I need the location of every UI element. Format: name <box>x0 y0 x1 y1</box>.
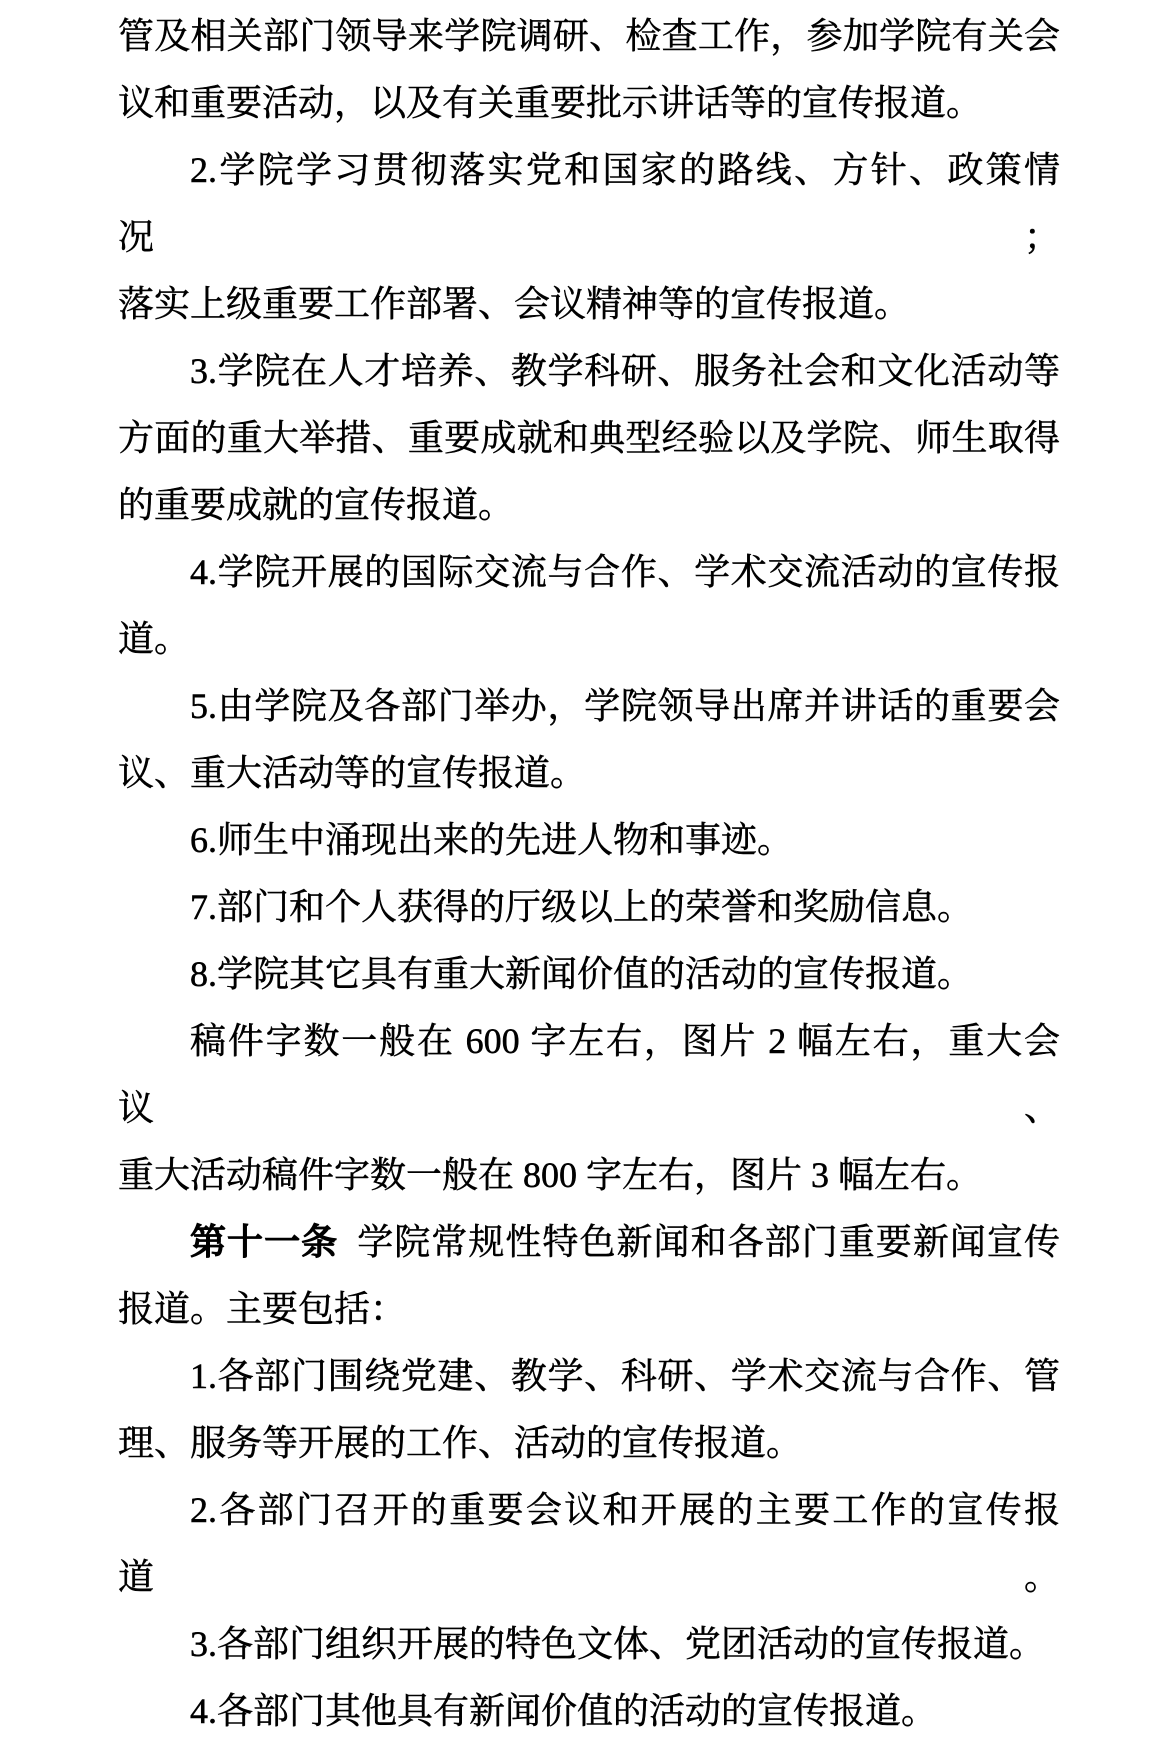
document-line <box>118 70 1060 137</box>
line-text: 方面的重大举措、重要成就和典型经验以及学院、师生取得 <box>118 418 1060 458</box>
line-text: 理、服务等开展的工作、活动的宣传报道。 <box>118 1423 803 1463</box>
document-line <box>118 1678 1060 1745</box>
line-text: 稿件字数一般在 600 字左右，图片 2 幅左右，重大会议、 <box>118 1021 1060 1128</box>
document-line <box>118 606 1060 673</box>
document-line <box>118 807 1060 874</box>
line-text: 管及相关部门领导来学院调研、检查工作，参加学院有关会 <box>118 16 1060 56</box>
line-text: 重大活动稿件字数一般在 800 字左右，图片 3 幅左右。 <box>118 1155 983 1195</box>
line-text: 3.各部门组织开展的特色文体、党团活动的宣传报道。 <box>190 1624 1046 1664</box>
line-text: 4.学院开展的国际交流与合作、学术交流活动的宣传报 <box>190 552 1060 592</box>
document-line <box>118 472 1060 539</box>
document-line <box>118 539 1060 606</box>
document-line <box>118 874 1060 941</box>
document-line <box>118 1008 1060 1142</box>
document-line <box>118 1343 1060 1410</box>
line-text: 的重要成就的宣传报道。 <box>118 485 515 525</box>
document-line <box>118 3 1060 70</box>
line-text: 3.学院在人才培养、教学科研、服务社会和文化活动等 <box>190 351 1060 391</box>
document-line <box>118 740 1060 807</box>
line-text: 议和重要活动，以及有关重要批示讲话等的宣传报道。 <box>118 83 983 123</box>
line-text: 5.由学院及各部门举办，学院领导出席并讲话的重要会 <box>190 686 1060 726</box>
line-text: 6.师生中涌现出来的先进人物和事迹。 <box>190 820 794 860</box>
document-line <box>118 1142 1060 1209</box>
document-line <box>118 137 1060 271</box>
document-line <box>118 1410 1060 1477</box>
line-text: 4.各部门其他具有新闻价值的活动的宣传报道。 <box>190 1691 938 1731</box>
document-line <box>118 405 1060 472</box>
line-text: 1.各部门围绕党建、教学、科研、学术交流与合作、管 <box>190 1356 1060 1396</box>
article-number-heading: 第十一条 <box>190 1222 339 1262</box>
line-text: 道。 <box>118 619 191 659</box>
line-text: 学院常规性特色新闻和各部门重要新闻宣传 <box>338 1222 1060 1262</box>
line-text: 报道。主要包括： <box>118 1289 407 1329</box>
line-text: 落实上级重要工作部署、会议精神等的宣传报道。 <box>118 284 911 324</box>
document-line <box>118 941 1060 1008</box>
line-text: 2.学院学习贯彻落实党和国家的路线、方针、政策情况； <box>118 150 1060 257</box>
line-text: 8.学院其它具有重大新闻价值的活动的宣传报道。 <box>190 954 974 994</box>
document-line <box>118 1276 1060 1343</box>
document-line <box>118 338 1060 405</box>
line-text: 议、重大活动等的宣传报道。 <box>118 753 587 793</box>
document-line <box>118 1209 1060 1276</box>
document-line <box>118 1611 1060 1678</box>
document-line <box>118 1477 1060 1611</box>
document-line <box>118 673 1060 740</box>
document-line <box>118 271 1060 338</box>
line-text: 2.各部门召开的重要会议和开展的主要工作的宣传报道。 <box>118 1490 1060 1597</box>
line-text: 7.部门和个人获得的厅级以上的荣誉和奖励信息。 <box>190 887 974 927</box>
